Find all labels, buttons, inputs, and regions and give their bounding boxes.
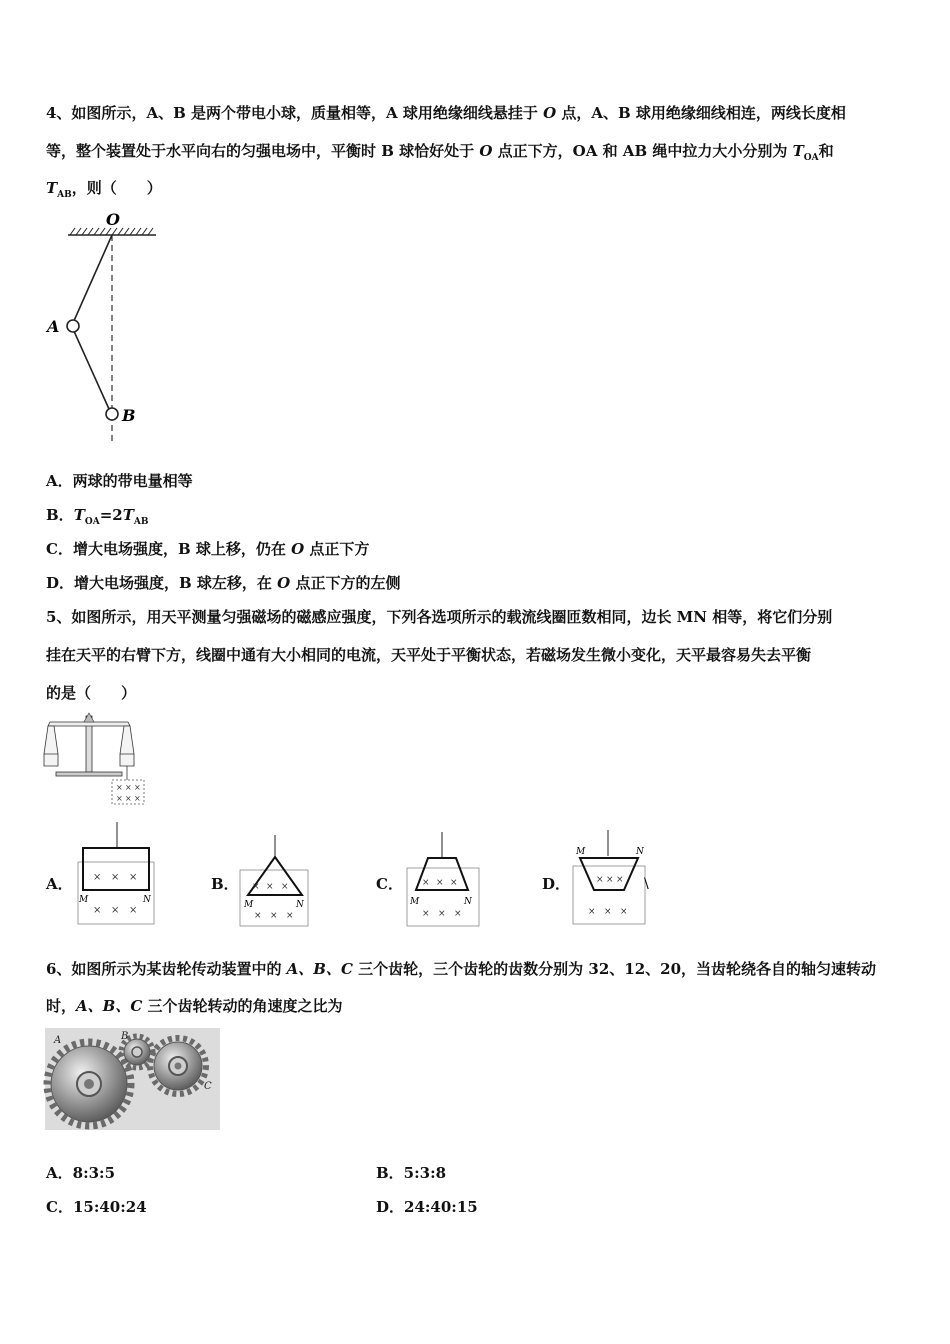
gear-a <box>47 1042 131 1126</box>
label-m: M <box>244 900 254 910</box>
svg-text:×: × <box>111 905 120 916</box>
q4-subscript: OA <box>803 153 819 163</box>
svg-text:×: × <box>125 794 132 803</box>
q6-gears-figure <box>45 1028 220 1130</box>
q6-gear-labels: A、B、C <box>286 960 353 978</box>
q5-option-c-coil[interactable] <box>404 832 484 930</box>
balance-beam <box>48 722 130 726</box>
svg-text:×: × <box>281 882 289 892</box>
q4-stem-text: 等，整个装置处于水平向右的匀强电场中，平衡时 B 球恰好处于 <box>46 142 480 160</box>
q6-option-d[interactable]: D．24:40:15 <box>376 1198 478 1216</box>
svg-text:×: × <box>134 783 141 792</box>
field-marks <box>116 783 141 803</box>
svg-text:×: × <box>254 911 262 921</box>
q5-stem-line-2: 挂在天平的右臂下方，线圈中通有大小相同的电流，天平处于平衡状态，若磁场发生微小变化，天平最容易失去平衡 <box>46 646 812 664</box>
field-marks <box>252 882 294 921</box>
field-marks <box>422 878 462 919</box>
svg-text:×: × <box>286 911 294 921</box>
q6-option-c[interactable]: C．15:40:24 <box>46 1198 147 1216</box>
label-b: B <box>121 1031 129 1042</box>
q6-stem-text: 6、如图所示为某齿轮传动装置中的 <box>46 960 287 978</box>
q4-option-d-text: D．增大电场强度，B 球左移，在 <box>46 574 278 592</box>
svg-text:×: × <box>266 882 274 892</box>
svg-text:×: × <box>270 911 278 921</box>
right-pan <box>120 726 134 766</box>
svg-text:×: × <box>129 905 138 916</box>
q5-option-c-label[interactable]: C． <box>376 875 403 893</box>
q4-symbol-t: T <box>122 506 134 524</box>
q4-stem-text: 点，A、B 球用绝缘细线相连，两线长度相 <box>556 104 846 122</box>
balance-pivot <box>84 713 94 722</box>
svg-text:×: × <box>252 882 260 892</box>
q4-option-d[interactable] <box>46 572 400 593</box>
q4-stem-line-3 <box>46 177 162 200</box>
q5-option-a-label[interactable]: A． <box>46 875 73 893</box>
q4-stem-text: ，则（ ） <box>71 179 162 197</box>
q4-option-b-prefix: B． <box>46 506 74 524</box>
q6-stem-text: 三个齿轮，三个齿轮的齿数分别为 32、12、20，当齿轮绕各自的轴匀速转动 <box>352 960 877 978</box>
rectangle-coil <box>83 848 149 890</box>
label-o: O <box>106 210 120 229</box>
q4-stem-text: 点正下方，OA 和 AB 绳中拉力大小分别为 <box>492 142 793 160</box>
label-m: M <box>410 897 420 907</box>
q4-option-c-text: 点正下方 <box>304 540 370 558</box>
svg-text:×: × <box>134 794 141 803</box>
label-c: C <box>204 1081 212 1092</box>
q4-option-b-eq: =2 <box>99 506 123 524</box>
label-n: N <box>636 847 644 857</box>
q4-point-o: O <box>543 104 557 122</box>
q4-option-d-text: 点正下方的左侧 <box>290 574 401 592</box>
q4-point-o: O <box>277 574 291 592</box>
q5-stem-line-1: 5、如图所示，用天平测量匀强磁场的磁感应强度，下列各选项所示的载流线圈匝数相同，边长 MN 相等，将它们分别 <box>46 608 833 626</box>
label-n: N <box>296 900 304 910</box>
thread-oa <box>73 235 112 323</box>
q5-option-d-label[interactable]: D． <box>542 875 571 893</box>
q6-option-b[interactable]: B．5:3:8 <box>376 1164 447 1182</box>
svg-text:×: × <box>93 872 102 883</box>
q6-stem-line-2 <box>46 995 343 1016</box>
q6-stem-text: 三个齿轮转动的角速度之比为 <box>142 997 343 1015</box>
q6-option-a[interactable]: A．8:3:5 <box>46 1164 116 1182</box>
q4-subscript: AB <box>57 190 72 200</box>
left-pan <box>44 726 58 766</box>
label-a: A <box>47 317 60 336</box>
ball-b <box>106 408 118 420</box>
q4-point-o: O <box>291 540 305 558</box>
q5-option-b-coil[interactable] <box>238 835 313 930</box>
stray-mark: \ <box>644 876 649 892</box>
q6-stem-line-1 <box>46 958 876 979</box>
svg-text:×: × <box>111 872 120 883</box>
label-a: A <box>54 1035 62 1046</box>
svg-text:×: × <box>616 875 624 885</box>
q5-stem-line-3: 的是（ ） <box>46 684 137 702</box>
q4-subscript: OA <box>84 517 100 527</box>
svg-text:×: × <box>116 783 123 792</box>
ceiling-hatch <box>70 228 153 235</box>
q4-option-c-text: C．增大电场强度，B 球上移，仍在 <box>46 540 292 558</box>
field-marks <box>93 872 137 916</box>
svg-text:×: × <box>454 909 462 919</box>
q6-gear-labels: A、B、C <box>76 997 143 1015</box>
q4-subscript: AB <box>133 517 149 527</box>
label-m: M <box>79 895 89 905</box>
label-b: B <box>122 406 136 425</box>
q4-stem-line-1 <box>46 102 846 123</box>
svg-text:×: × <box>606 875 614 885</box>
label-n: N <box>143 895 151 905</box>
svg-text:×: × <box>422 909 430 919</box>
label-n: N <box>464 897 472 907</box>
q4-option-a[interactable] <box>46 470 193 491</box>
thread-ab <box>73 329 109 409</box>
q5-option-a-coil[interactable] <box>75 822 160 927</box>
q4-symbol-t: T <box>46 179 58 197</box>
q4-pendulum-figure <box>40 205 170 450</box>
svg-text:×: × <box>438 909 446 919</box>
label-m: M <box>576 847 586 857</box>
svg-text:×: × <box>596 875 604 885</box>
svg-text:×: × <box>450 878 458 888</box>
q4-stem-text: 和 <box>818 142 834 160</box>
q4-option-a-text: A．两球的带电量相等 <box>46 472 193 490</box>
q5-option-d-coil[interactable] <box>570 830 660 928</box>
svg-text:×: × <box>422 878 430 888</box>
svg-text:×: × <box>604 907 612 917</box>
q5-balance-figure <box>40 710 160 810</box>
svg-text:×: × <box>125 783 132 792</box>
svg-text:×: × <box>436 878 444 888</box>
field-marks <box>588 875 628 917</box>
q4-option-b[interactable] <box>46 504 148 527</box>
inverted-trapezoid-coil <box>580 858 638 890</box>
q4-option-c[interactable] <box>46 538 369 559</box>
q5-option-b-label[interactable]: B． <box>211 875 239 893</box>
svg-text:×: × <box>129 872 138 883</box>
svg-text:×: × <box>93 905 102 916</box>
q4-symbol-t: T <box>792 142 804 160</box>
q6-stem-text: 时， <box>46 997 77 1015</box>
q4-symbol-t: T <box>73 506 85 524</box>
svg-text:×: × <box>620 907 628 917</box>
svg-text:×: × <box>116 794 123 803</box>
ball-a <box>67 320 79 332</box>
svg-text:×: × <box>588 907 596 917</box>
balance-base <box>56 772 122 776</box>
q4-stem-line-2 <box>46 140 834 163</box>
q4-point-o: O <box>479 142 493 160</box>
q4-stem-text: 4、如图所示，A、B 是两个带电小球，质量相等，A 球用绝缘细线悬挂于 <box>46 104 544 122</box>
